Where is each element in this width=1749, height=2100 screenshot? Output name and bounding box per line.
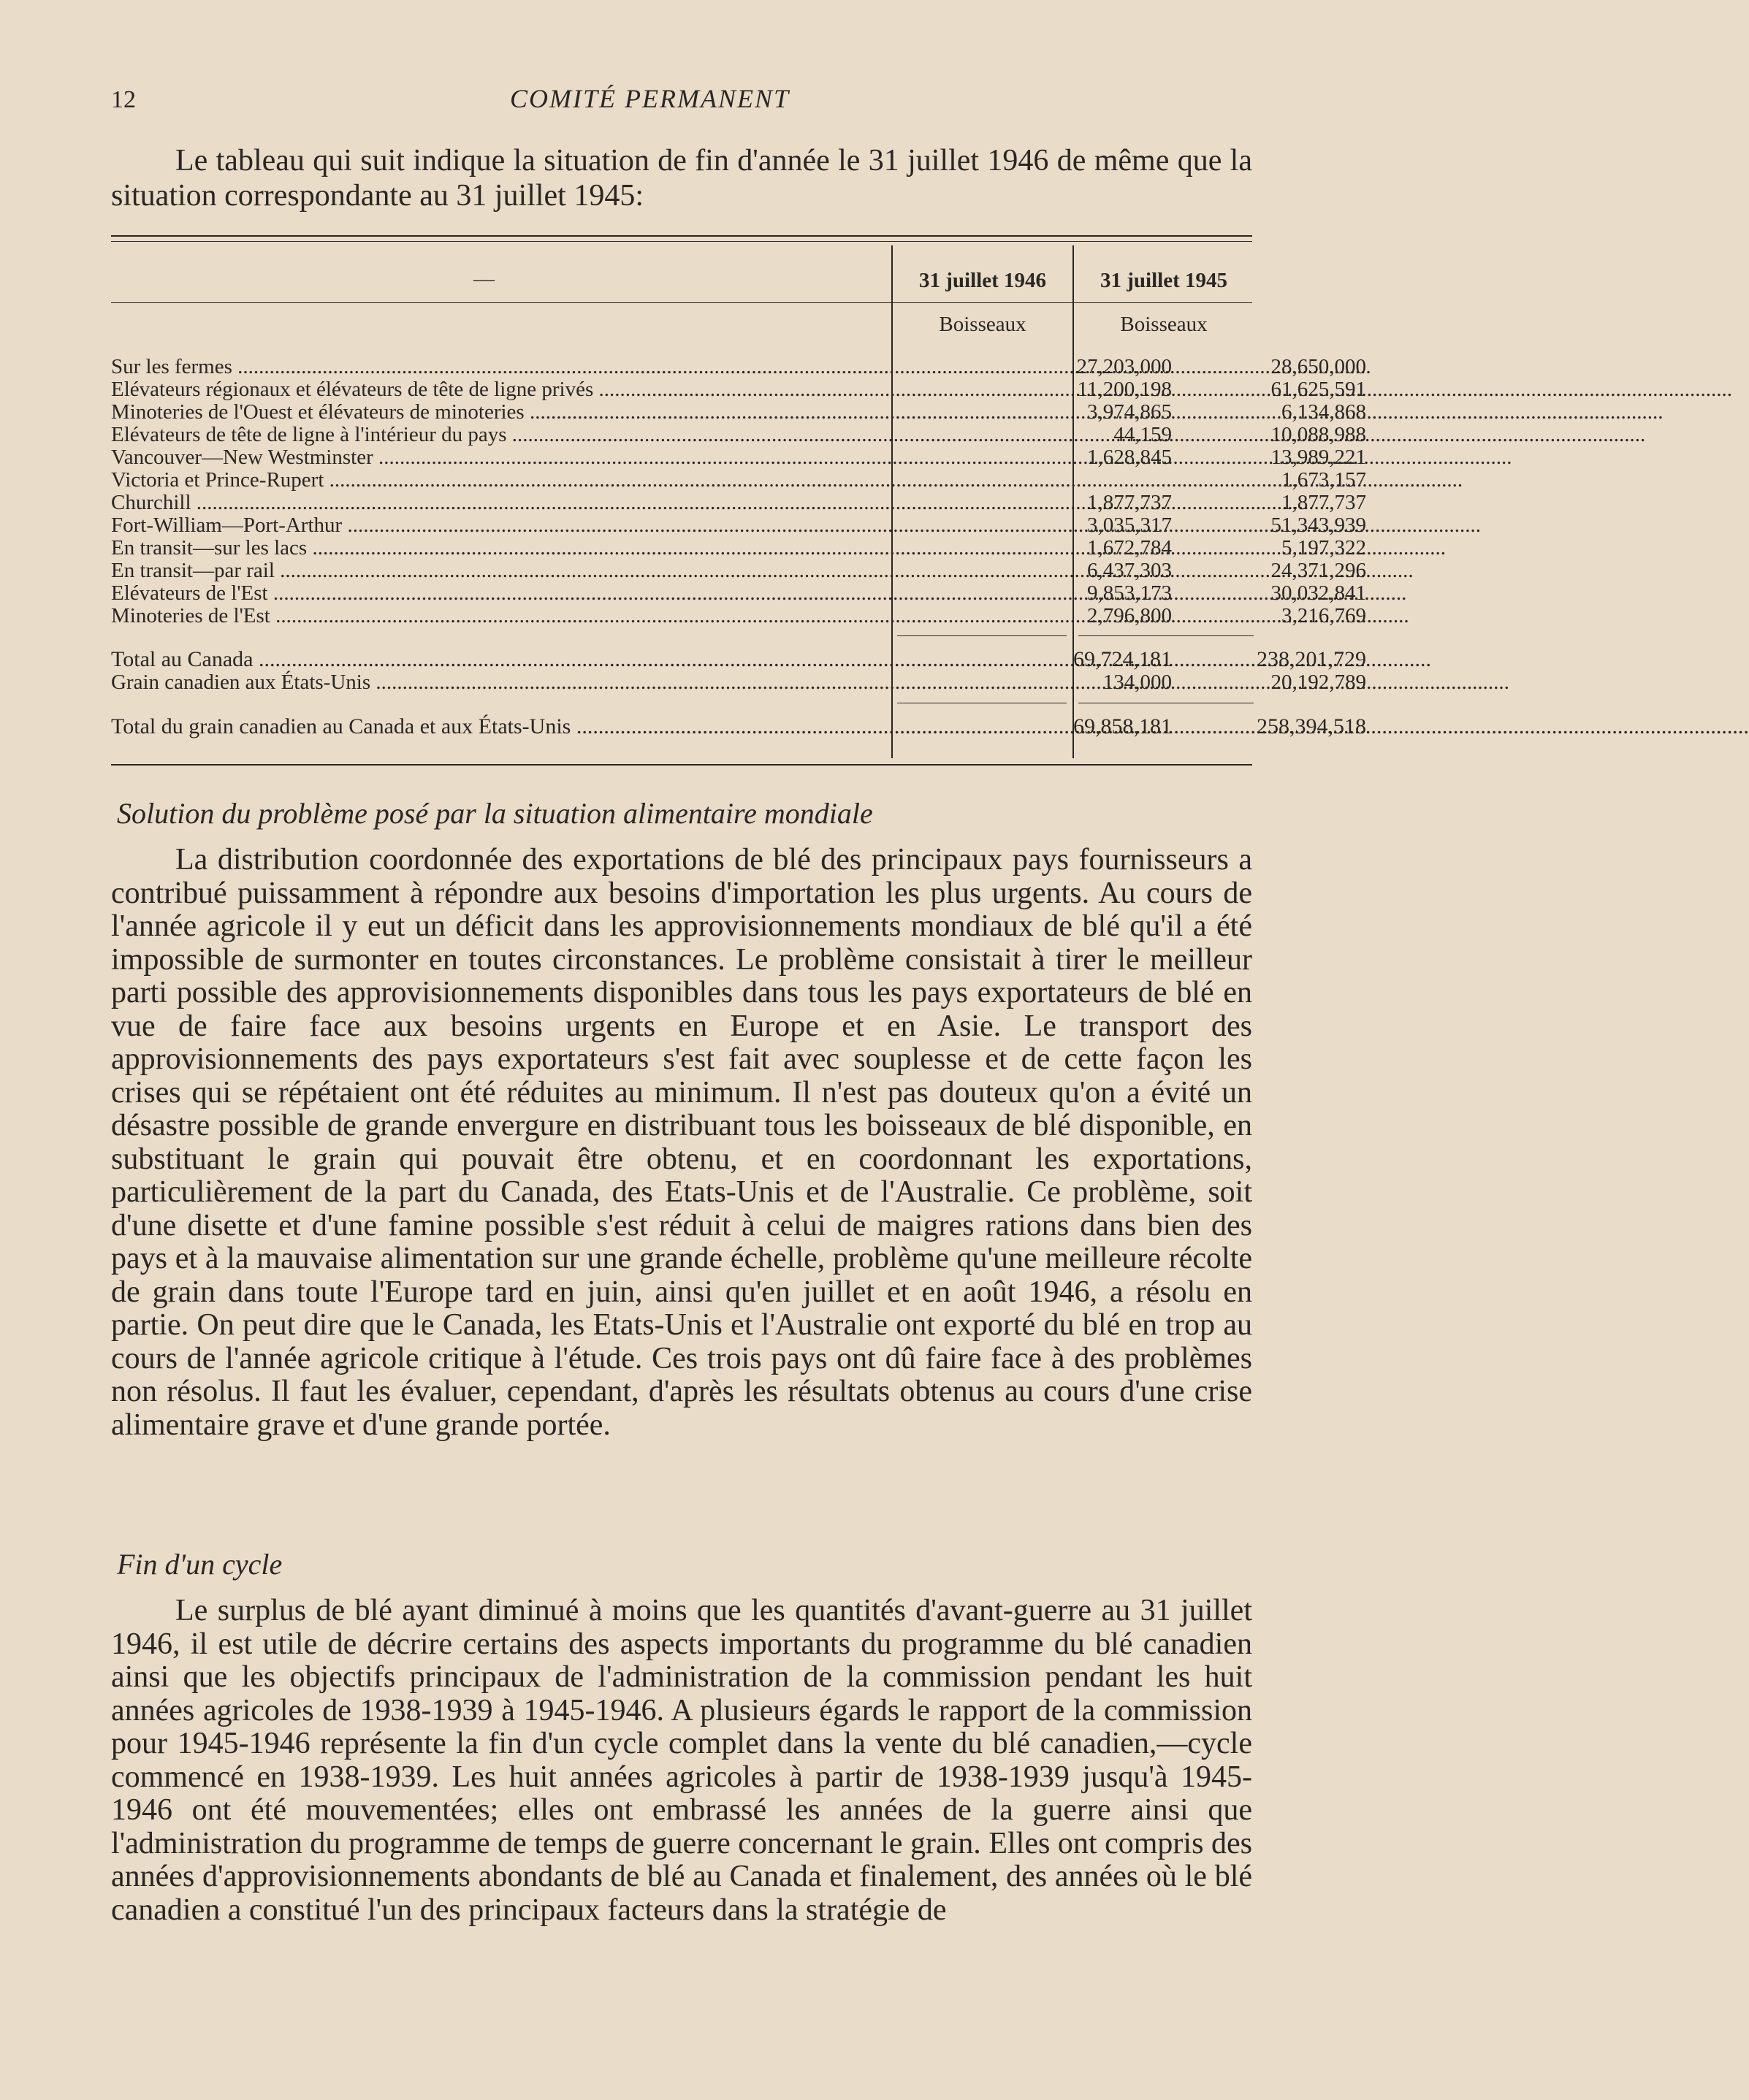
value-1945: 3,216,769 — [1281, 604, 1366, 627]
table-row — [111, 536, 1366, 560]
row-label: Vancouver—New Westminster ..... — [111, 446, 885, 468]
value-1946: 27,203,000 — [1076, 355, 1172, 378]
column-header-1946: 31 juillet 1946 — [919, 269, 1046, 292]
section-heading: Solution du problème posé par la situation alimentaire mondiale — [117, 797, 873, 830]
stub-header-mark: — — [473, 267, 495, 291]
value-1945: 13,989,221 — [1270, 446, 1366, 469]
section-heading: Fin d'un cycle — [117, 1548, 283, 1581]
section-paragraph: Le surplus de blé ayant diminué à moins que les quantités d'avant-guerre au 31 juillet 1946, il est utile de décrire certains des aspects importants du programme du blé canadien ainsi que les objectifs principaux de l'administration de la commission pendant les huit années agricoles de 1938-1939 à 1945-1946. A plusieurs égards le rapport de la commission pour 1945-1946 représente la fin d'un cycle complet dans la vente du blé canadien,—cycle commencé en 1938-1939. Les huit années agricoles à partir de 1938-1939 jusqu'à 1945-1946 ont été mouvementées; elles ont embrassé les années de la guerre ainsi que l'administration du programme de temps de guerre concernant le grain. Elles ont compris des années d'approvisionnements abondants de blé au Canada et finalement, des années où le blé canadien a constitué l'un des principaux facteurs dans la stratégie de — [111, 1594, 1252, 1927]
value-1946: 6,437,303 — [1087, 559, 1172, 582]
value-1945: 20,192,789 — [1270, 671, 1366, 694]
row-label: En transit—sur les lacs ..... — [111, 537, 885, 559]
row-label: Total du grain canadien au Canada et aux États-Unis ..... — [111, 716, 885, 738]
table-row — [111, 378, 1366, 401]
subtotal-row — [111, 647, 1366, 671]
table-row — [111, 491, 1366, 514]
row-label: Minoteries de l'Est ..... — [111, 605, 885, 627]
table-row — [111, 355, 1366, 378]
row-label: Fort-William—Port-Arthur ..... — [111, 514, 885, 536]
value-1945: 30,032,841 — [1270, 581, 1366, 605]
row-label: Grain canadien aux États-Unis ..... — [111, 671, 885, 693]
intro-paragraph: Le tableau qui suit indique la situation de fin d'année le 31 juillet 1946 de même que la situation correspondante au 31 juillet 1945: — [111, 144, 1252, 213]
value-1946: 1,672,784 — [1087, 536, 1172, 560]
value-1946: 1,628,845 — [1087, 446, 1172, 469]
value-1946: 3,035,317 — [1087, 513, 1172, 537]
value-1945: 238,201,729 — [1257, 647, 1366, 671]
value-1946: 11,200,198 — [1077, 378, 1172, 401]
value-1946: 1,877,737 — [1087, 491, 1172, 514]
row-label: Churchill ..... — [111, 492, 885, 513]
value-1945: 10,088,988 — [1270, 423, 1366, 446]
value-1946: 134,000 — [1102, 671, 1172, 694]
row-label: Victoria et Prince-Rupert ..... — [111, 469, 885, 491]
unit-1945: Boisseaux — [1120, 313, 1208, 336]
value-1945: 1,673,157 — [1281, 468, 1366, 492]
value-1945: 28,650,000 — [1270, 355, 1366, 378]
unit-1946: Boisseaux — [939, 313, 1026, 336]
header-rule — [111, 302, 1252, 303]
table-row — [111, 400, 1366, 424]
row-label: En transit—par rail ..... — [111, 560, 885, 581]
subtotal-rule-1946 — [897, 635, 1067, 636]
row-label: Elévateurs de tête de ligne à l'intérieur du pays ..... — [111, 424, 885, 446]
row-label: Minoteries de l'Ouest et élévateurs de minoteries ..... — [111, 401, 885, 423]
value-1946: 9,853,173 — [1087, 581, 1172, 605]
row-label: Total au Canada ..... — [111, 649, 885, 671]
table-row — [111, 581, 1366, 605]
value-1946: 44,159 — [1113, 423, 1172, 446]
value-1946: 69,858,181 — [1073, 714, 1172, 738]
subtotal-rule-1945 — [1078, 635, 1254, 636]
subtotal-row — [111, 671, 1366, 694]
section-paragraph: La distribution coordonnée des exportations de blé des principaux pays fournisseurs a contribué puissamment à répondre aux besoins d'importation les plus urgents. Au cours de l'année agricole il y eut un déficit dans les approvisionnements mondiaux de blé qu'il a été impossible de surmonter en toutes circonstances. Le problème consistait à tirer le meilleur parti possible des approvisionnements disponibles dans tous les pays exportateurs de blé en vue de faire face aux besoins urgents en Europe et en Asie. Le transport des approvisionnements des pays exportateurs s'est fait avec souplesse et de cette façon les crises qui se répétaient ont été réduites au minimum. Il n'est pas douteux qu'on a évité un désastre possible de grande envergure en distribuant tous les boisseaux de blé disponible, en substituant le grain qui pouvait être obtenu, et en coordonnant les exportations, particulièrement de la part du Canada, des Etats-Unis et de l'Australie. Ce problème, soit d'une disette et d'une famine possible s'est réduit à celui de maigres rations dans bien des pays et à la mauvaise alimentation sur une grande échelle, problème qu'une meilleure récolte de grain dans toute l'Europe tard en juin, ainsi qu'en juillet et en août 1946, a résolu en partie. On peut dire que le Canada, les Etats-Unis et l'Australie ont exporté du blé en trop au cours de l'année agricole critique à l'étude. Ces trois pays ont dû faire face à des problèmes non résolus. Il faut les évaluer, cependant, d'après les résultats obtenus au cours d'une crise alimentaire grave et d'une grande portée. — [111, 843, 1252, 1442]
table-row — [111, 468, 1366, 492]
value-1946: 2,796,800 — [1087, 604, 1172, 627]
value-1946: 3,974,865 — [1087, 400, 1172, 424]
row-label: Elévateurs régionaux et élévateurs de tête de ligne privés ..... — [111, 378, 885, 400]
row-label: Sur les fermes ..... — [111, 356, 885, 378]
table-top-rule-2 — [111, 241, 1252, 242]
value-1945: 61,625,591 — [1270, 378, 1366, 401]
table-top-rule — [111, 235, 1252, 237]
value-1945: 51,343,939 — [1270, 513, 1366, 537]
table-row — [111, 559, 1366, 582]
column-header-1945: 31 juillet 1945 — [1100, 269, 1227, 292]
table-row — [111, 604, 1366, 627]
value-1945: 6,134,868 — [1281, 400, 1366, 424]
table-row — [111, 513, 1366, 537]
value-1945: 24,371,296 — [1270, 559, 1366, 582]
page-number: 12 — [111, 86, 136, 113]
value-1945: 1,877,737 — [1281, 491, 1366, 514]
row-label: Elévateurs de l'Est ..... — [111, 582, 885, 604]
running-head: COMITÉ PERMANENT — [510, 84, 790, 113]
grand-total-row — [111, 714, 1366, 738]
value-1945: 258,394,518 — [1257, 714, 1366, 738]
table-row — [111, 423, 1366, 446]
value-1946: 69,724,181 — [1073, 647, 1172, 671]
value-1945: 5,197,322 — [1281, 536, 1366, 560]
table-row — [111, 446, 1366, 469]
table-bottom-rule — [111, 764, 1252, 765]
